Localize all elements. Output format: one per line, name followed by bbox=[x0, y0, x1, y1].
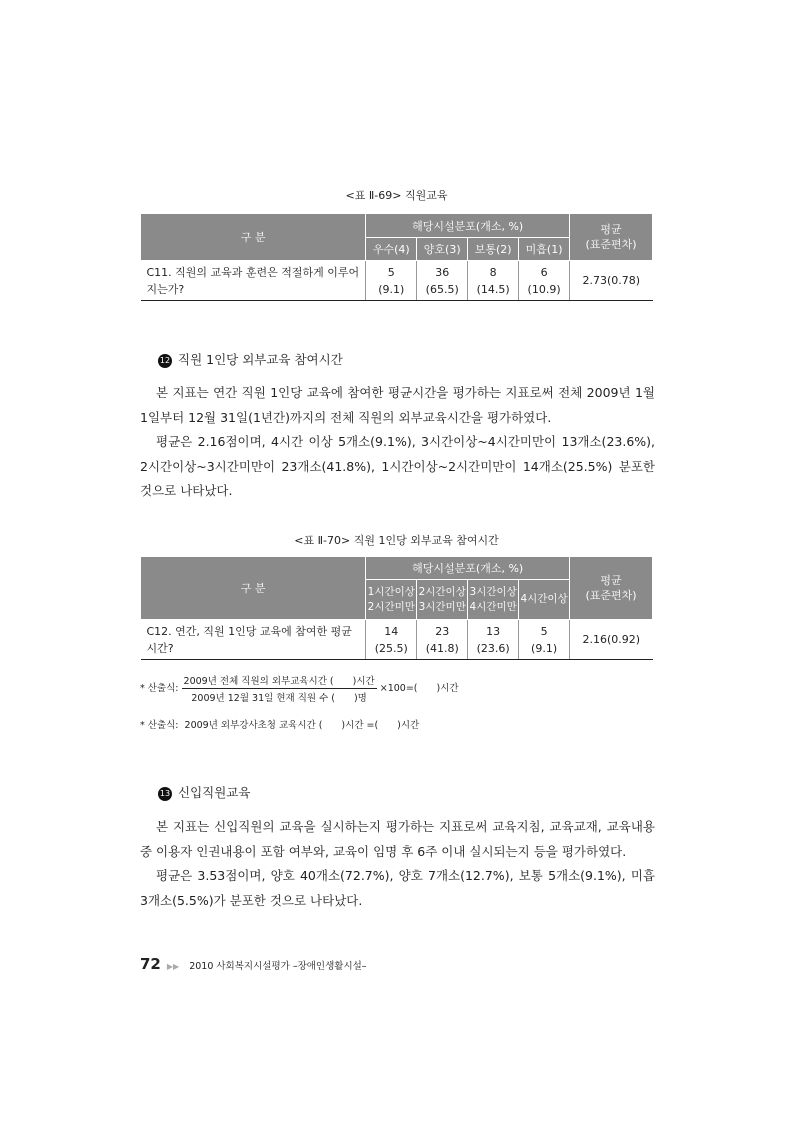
header-distribution: 해당시설분포(개소, %) bbox=[366, 214, 570, 238]
header-col: 4시간이상 bbox=[519, 580, 570, 620]
value-cell: 36 (65.5) bbox=[417, 261, 468, 301]
fraction-numerator: 2009년 전체 직원의 외부교육시간 ( )시간 bbox=[182, 673, 377, 689]
table-row bbox=[141, 261, 653, 301]
header-col: 2시간이상 3시간미만 bbox=[417, 580, 468, 620]
question-cell: C12. 연간, 직원 1인당 교육에 참여한 평균 시간? bbox=[141, 620, 366, 660]
table-70 bbox=[140, 556, 653, 660]
section-title: 신입직원교육 bbox=[178, 785, 251, 800]
header-col: 보통(2) bbox=[468, 238, 519, 261]
formula-note-1 bbox=[140, 673, 459, 704]
paragraph: 본 지표는 신입직원의 교육을 실시하는지 평가하는 지표로써 교육지침, 교육교재, 교육내용 중 이용자 인권내용이 포함 여부와, 교육이 임명 후 6주 이내 실시되는지 등을 평가하였다. bbox=[140, 819, 655, 859]
section-13-body bbox=[140, 815, 655, 913]
footer-title: 2010 사회복지시설평가 –장애인생활시설– bbox=[189, 961, 367, 972]
question-cell: C11. 직원의 교육과 훈련은 적절하게 이루어지는가? bbox=[141, 261, 366, 301]
fraction-denominator: 2009년 12월 31일 현재 직원 수 ( )명 bbox=[191, 693, 367, 704]
value-cell: 13 (23.6) bbox=[468, 620, 519, 660]
section-title: 직원 1인당 외부교육 참여시간 bbox=[178, 352, 343, 367]
header-mean: 평균 (표준편차) bbox=[570, 214, 653, 261]
table-69 bbox=[140, 213, 653, 301]
section-number-badge: 13 bbox=[158, 787, 172, 801]
formula-note-2: * 산출식: 2009년 외부강사초청 교육시간 ( )시간 =( )시간 bbox=[140, 720, 420, 731]
note-suffix: ×100=( )시간 bbox=[379, 683, 459, 694]
header-col: 3시간이상 4시간미만 bbox=[468, 580, 519, 620]
section-number-badge: 12 bbox=[158, 354, 172, 368]
page-number: 72 bbox=[140, 955, 161, 973]
header-col: 1시간이상 2시간미만 bbox=[366, 580, 417, 620]
arrow-icon: ▶▶ bbox=[166, 962, 180, 971]
table-row bbox=[141, 620, 653, 660]
value-cell: 14 (25.5) bbox=[366, 620, 417, 660]
paragraph: 본 지표는 연간 직원 1인당 교육에 참여한 평균시간을 평가하는 지표로써 전체 2009년 1월 1일부터 12월 31일(1년간)까지의 전체 직원의 외부교육시간을 평가하였다. bbox=[140, 385, 655, 425]
table-70-caption: <표 Ⅱ-70> 직원 1인당 외부교육 참여시간 bbox=[294, 534, 499, 547]
value-cell: 5 (9.1) bbox=[519, 620, 570, 660]
header-col: 미흡(1) bbox=[519, 238, 570, 261]
section-13-heading bbox=[158, 783, 250, 801]
page-footer bbox=[140, 955, 367, 973]
value-cell: 6 (10.9) bbox=[519, 261, 570, 301]
mean-cell: 2.73(0.78) bbox=[570, 261, 653, 301]
value-cell: 8 (14.5) bbox=[468, 261, 519, 301]
note-prefix: * 산출식: bbox=[140, 683, 179, 694]
formula-fraction bbox=[182, 673, 377, 704]
section-12-body bbox=[140, 381, 655, 504]
mean-cell: 2.16(0.92) bbox=[570, 620, 653, 660]
header-mean: 평균 (표준편차) bbox=[570, 557, 653, 620]
header-col: 우수(4) bbox=[366, 238, 417, 261]
value-cell: 5 (9.1) bbox=[366, 261, 417, 301]
section-12-heading bbox=[158, 350, 343, 368]
header-distribution: 해당시설분포(개소, %) bbox=[366, 557, 570, 580]
paragraph: 평균은 2.16점이며, 4시간 이상 5개소(9.1%), 3시간이상~4시간미만이 13개소(23.6%), 2시간이상~3시간미만이 23개소(41.8%), 1시간이상~2시간미만이 14개소(25.5%) 분포한 것으로 나타났다. bbox=[140, 434, 655, 498]
value-cell: 23 (41.8) bbox=[417, 620, 468, 660]
header-col: 양호(3) bbox=[417, 238, 468, 261]
paragraph: 평균은 3.53점이며, 양호 40개소(72.7%), 양호 7개소(12.7%), 보통 5개소(9.1%), 미흡 3개소(5.5%)가 분포한 것으로 나타났다. bbox=[140, 868, 655, 908]
table-69-caption: <표 Ⅱ-69> 직원교육 bbox=[345, 189, 448, 202]
header-category: 구 분 bbox=[141, 557, 366, 620]
header-category: 구 분 bbox=[141, 214, 366, 261]
